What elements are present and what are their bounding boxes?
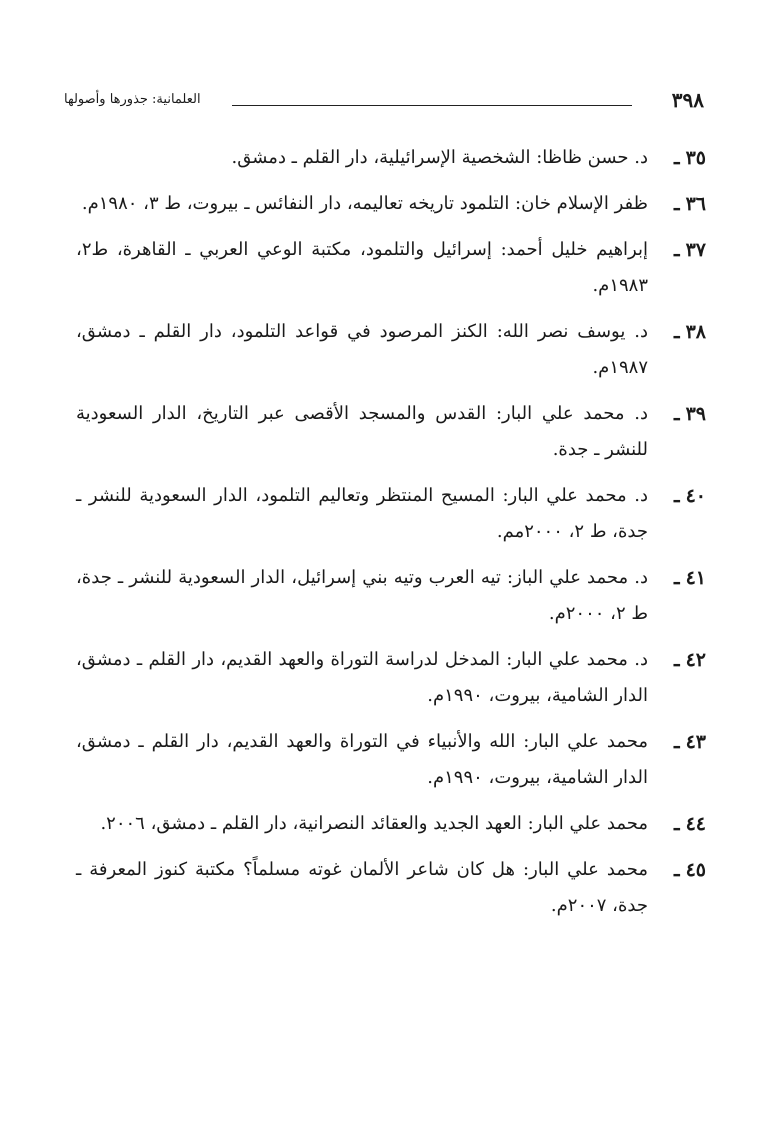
- entry-number: ٣٩ـ: [674, 403, 706, 425]
- running-title: العلمانية: جذورها وأصولها: [64, 92, 201, 107]
- entry-text: د. محمد علي البار: المدخل لدراسة التوراة والعهد القديم، دار القلم ـ دمشق، الدار الشامية، بيروت، ١٩٩٠م.: [76, 649, 648, 706]
- entry-text: د. محمد علي البار: القدس والمسجد الأقصى عبر التاريخ، الدار السعودية للنشر ـ جدة.: [76, 403, 648, 460]
- entry-text: د. يوسف نصر الله: الكنز المرصود في قواعد التلمود، دار القلم ـ دمشق، ١٩٨٧م.: [76, 321, 648, 378]
- bibliography-entry: [76, 724, 706, 796]
- entry-number: ٣٨ـ: [674, 321, 706, 343]
- bibliography-entry: [76, 186, 706, 222]
- entry-number: ٤١ـ: [674, 567, 706, 589]
- entry-number: ٣٧ـ: [674, 239, 706, 261]
- entry-number: ٣٦ـ: [674, 193, 706, 215]
- header-rule: [232, 105, 632, 106]
- entry-number: ٤٢ـ: [674, 649, 706, 671]
- entry-text: محمد علي البار: العهد الجديد والعقائد النصرانية، دار القلم ـ دمشق، ٢٠٠٦.: [100, 813, 648, 834]
- entry-number: ٣٥ـ: [674, 147, 706, 169]
- bibliography-entry: [76, 852, 706, 924]
- bibliography-entry: [76, 396, 706, 468]
- page-header: [64, 88, 704, 118]
- entry-text: إبراهيم خليل أحمد: إسرائيل والتلمود، مكتبة الوعي العربي ـ القاهرة، ط٢، ١٩٨٣م.: [76, 239, 648, 296]
- entry-text: محمد علي البار: الله والأنبياء في التوراة والعهد القديم، دار القلم ـ دمشق، الدار الشامية، بيروت، ١٩٩٠م.: [76, 731, 648, 788]
- entry-text: د. حسن ظاظا: الشخصية الإسرائيلية، دار القلم ـ دمشق.: [231, 147, 648, 168]
- bibliography-entry: [76, 232, 706, 304]
- entry-text: محمد علي البار: هل كان شاعر الألمان غوته مسلماً؟ مكتبة كنوز المعرفة ـ جدة، ٢٠٠٧م.: [76, 859, 648, 916]
- bibliography-entry: [76, 478, 706, 550]
- entry-text: ظفر الإسلام خان: التلمود تاريخه تعاليمه، دار النفائس ـ بيروت، ط ٣، ١٩٨٠م.: [81, 193, 648, 214]
- entry-number: ٤٤ـ: [674, 813, 706, 835]
- page-number: ٣٩٨: [671, 88, 704, 112]
- bibliography-entry: [76, 642, 706, 714]
- entry-text: د. محمد علي الباز: تيه العرب وتيه بني إسرائيل، الدار السعودية للنشر ـ جدة، ط ٢، ٢٠٠٠م.: [76, 567, 648, 624]
- entry-number: ٤٣ـ: [674, 731, 706, 753]
- bibliography-list: [76, 140, 706, 934]
- bibliography-entry: [76, 140, 706, 176]
- bibliography-entry: [76, 314, 706, 386]
- bibliography-entry: [76, 806, 706, 842]
- entry-text: د. محمد علي البار: المسيح المنتظر وتعاليم التلمود، الدار السعودية للنشر ـ جدة، ط ٢، ٢٠٠٠مم.: [76, 485, 648, 542]
- bibliography-entry: [76, 560, 706, 632]
- entry-number: ٤٥ـ: [674, 859, 706, 881]
- entry-number: ٤٠ـ: [674, 485, 706, 507]
